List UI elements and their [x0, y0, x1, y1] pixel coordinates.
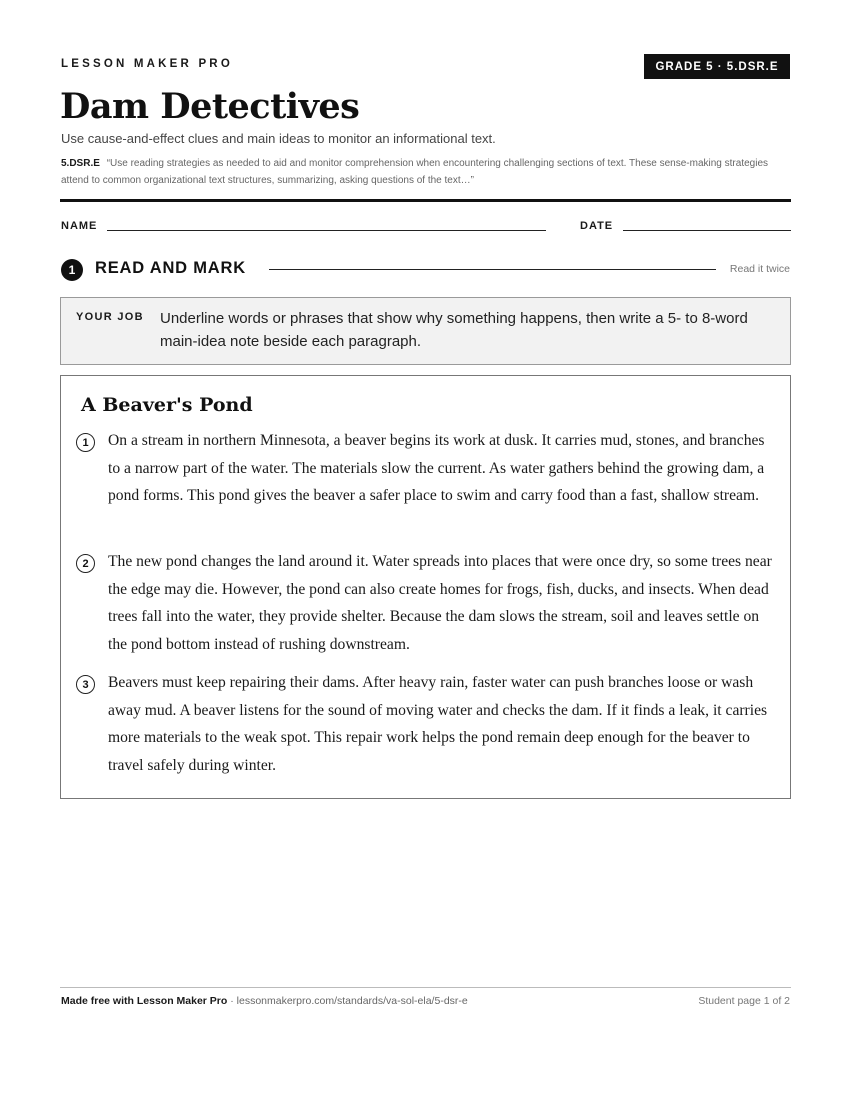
- standard-code: 5.DSR.E: [61, 158, 100, 169]
- paragraph-number: 1: [76, 433, 95, 452]
- your-job-instructions: Underline words or phrases that show why something happens, then write a 5- to 8-word main-idea note beside each paragraph.: [160, 310, 748, 350]
- name-label: NAME: [61, 220, 98, 232]
- footer-credit: [61, 995, 468, 1007]
- standard-description: [61, 155, 791, 189]
- your-job-label: YOUR JOB: [76, 311, 144, 323]
- footer-url: · lessonmakerpro.com/standards/va-sol-ela/5-dsr-e: [227, 995, 468, 1007]
- page-subtitle: Use cause-and-effect clues and main ideas to monitor an informational text.: [61, 131, 496, 146]
- page-title: Dam Detectives: [60, 86, 360, 127]
- standard-text: “Use reading strategies as needed to aid and monitor comprehension when encountering challenging sections of text. These sense-making strategies attend to common organizational text structures, summarizing, asking questions of the text…”: [61, 158, 769, 186]
- paragraph-text: On a stream in northern Minnesota, a beaver begins its work at dusk. It carries mud, stones, and branches to a narrow part of the water. The materials slow the current. As water gathers behind the growing dam, a pond forms. This pond gives the beaver a safer place to swim and carry food than a fast, shallow stream.: [108, 432, 765, 505]
- brand-name: LESSON MAKER PRO: [61, 58, 233, 70]
- paragraph-text: The new pond changes the land around it. Water spreads into places that were once dry, so some trees near the edge may die. However, the pond can also create homes for frogs, fish, ducks, and insects. When dead trees fall into the water, they provide shelter. Because the dam slows the stream, soil and leaves settle on the pond bottom instead of rushing downstream.: [108, 553, 772, 653]
- passage-box: [60, 375, 791, 799]
- passage-title: A Beaver's Pond: [81, 394, 253, 416]
- footer-divider: [60, 987, 791, 988]
- section-title: READ AND MARK: [95, 259, 246, 277]
- paragraph-number: 2: [76, 554, 95, 573]
- paragraph-text: Beavers must keep repairing their dams. After heavy rain, faster water can push branches loose or wash away mud. A beaver listens for the sound of moving water and checks the dam. If it finds a leak, it carries more materials to the weak spot. This repair work helps the pond remain deep enough for the beaver to travel safely during winter.: [108, 674, 768, 774]
- footer-page-number: Student page 1 of 2: [698, 995, 790, 1007]
- section-number-badge: 1: [61, 259, 83, 281]
- paragraph-number: 3: [76, 675, 95, 694]
- date-label: DATE: [580, 220, 614, 232]
- your-job-box: [60, 297, 791, 365]
- section-divider: [269, 269, 716, 270]
- date-field[interactable]: [623, 230, 791, 231]
- header-divider: [60, 199, 791, 202]
- footer-made-with: Made free with Lesson Maker Pro: [61, 995, 228, 1007]
- section-note: Read it twice: [729, 263, 790, 275]
- name-field[interactable]: [107, 230, 546, 231]
- grade-badge: GRADE 5 · 5.DSR.E: [644, 54, 790, 79]
